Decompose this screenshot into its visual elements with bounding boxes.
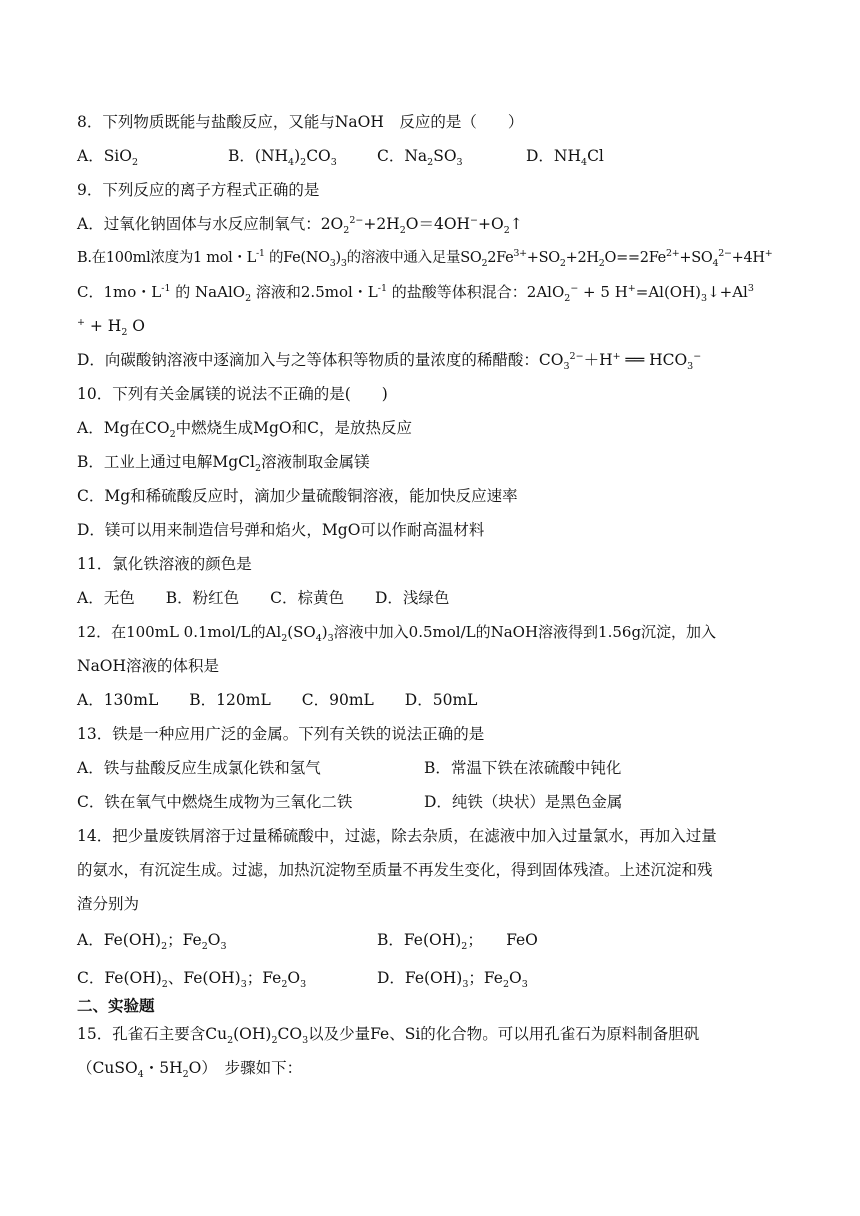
question-10-stem: 10．下列有关金属镁的说法不正确的是( ) xyxy=(77,385,388,403)
question-9-option-c: C．1mo・$L^{-1}$ 的 NaAlO$_2$ 溶液和2.5mol・$L^{-1}$ 的盐酸等体积混合：2AlO$_2$− + 5 $H^+=Al(OH)_3↓+Al^3$ xyxy=(77,283,754,304)
question-9-option-a: A．过氧化钠固体与水反应制氧气：$2O_2^{2-}+2H_2O=4OH^-+O_2↑$ xyxy=(77,214,523,237)
question-8-stem: 8．下列物质既能与盐酸反应，又能与NaOH 反应的是（ ） xyxy=(77,113,524,131)
option-b: B．$(NH_4)_2CO_3$ xyxy=(228,147,337,169)
question-10-option-b: B．工业上通过电解MgCl$_2$溶液制取金属镁 xyxy=(77,453,370,475)
question-11-options: A．无色 B．粉红色 C．棕黄色 D．浅绿色 xyxy=(77,589,450,607)
option-d: D．$NH_4Cl$ xyxy=(526,147,604,169)
option-a: A．SiO$_2$ xyxy=(77,147,139,169)
question-9-option-c-continued: $^+ + H_2$ O xyxy=(77,316,146,339)
option-c: C．$Na_2SO_3$ xyxy=(377,147,463,169)
question-11-stem: 11．氯化铁溶液的颜色是 xyxy=(77,555,252,573)
option-a: A．$Fe(OH)_2$；$Fe_2O_3$ xyxy=(77,931,227,953)
option-d: D．$Fe(OH)_3$；$Fe_2O_3$ xyxy=(377,969,528,991)
option-b: B．常温下铁在浓硫酸中钝化 xyxy=(424,759,622,777)
question-14-stem-line2: 的氨水，有沉淀生成。过滤，加热沉淀物至质量不再发生变化，得到固体残渣。上述沉淀和残 xyxy=(77,861,713,879)
section-heading: 二、实验题 xyxy=(77,997,155,1015)
option-d: D．纯铁（块状）是黑色金属 xyxy=(424,793,623,811)
question-12-stem: 12．在100mL 0.1mol/L的$Al_2(SO_4)_3$溶液中加入0.5mol/L的NaOH溶液得到1.56g沉淀，加入 xyxy=(77,623,717,644)
question-9-option-b: B.在100ml浓度为1 mol・$L^{-1}$ 的$Fe(NO_3)_3$的溶液中通入足量$SO_22Fe^{3+}+SO_2+2H_2O==2Fe^{2+}+SO_4^{2-}+4H^+$ xyxy=(77,248,773,269)
question-12-options: A．130mL B．120mL C．90mL D．50mL xyxy=(77,691,478,709)
question-12-stem-continued: NaOH溶液的体积是 xyxy=(77,657,220,675)
option-b: B．$Fe(OH)_2$； FeO xyxy=(377,931,538,953)
question-15-stem-continued: （CuSO$_4$・$5H_2O$） 步骤如下： xyxy=(77,1059,303,1081)
question-10-option-c: C．Mg和稀硫酸反应时，滴加少量硫酸铜溶液，能加快反应速率 xyxy=(77,487,518,505)
option-a: A．铁与盐酸反应生成氯化铁和氢气 xyxy=(77,759,321,777)
question-14-stem-line3: 渣分别为 xyxy=(77,895,140,913)
question-9-option-d: D．向碳酸钠溶液中逐滴加入与之等体积等物质的量浓度的稀醋酸：$CO_3^{2-}+H^+$ ══ $HCO_3^-$ xyxy=(77,350,702,373)
question-10-option-d: D．镁可以用来制造信号弹和焰火，MgO可以作耐高温材料 xyxy=(77,521,485,539)
question-13-stem: 13．铁是一种应用广泛的金属。下列有关铁的说法正确的是 xyxy=(77,725,485,743)
question-15-stem: 15．孔雀石主要含$Cu_2(OH)_2CO_3$以及少量Fe、Si的化合物。可以用孔雀石为原料制备胆矾 xyxy=(77,1025,700,1047)
question-14-stem-line1: 14．把少量废铁屑溶于过量稀硫酸中，过滤，除去杂质，在滤液中加入过量氯水，再加入过量 xyxy=(77,827,717,845)
question-10-option-a: A．Mg在$CO_2$中燃烧生成MgO和C，是放热反应 xyxy=(77,419,412,441)
option-c: C．$Fe(OH)_2$、$Fe(OH)_3$；$Fe_2O_3$ xyxy=(77,969,307,991)
option-c: C．铁在氧气中燃烧生成物为三氧化二铁 xyxy=(77,793,353,811)
question-9-stem: 9．下列反应的离子方程式正确的是 xyxy=(77,181,320,199)
